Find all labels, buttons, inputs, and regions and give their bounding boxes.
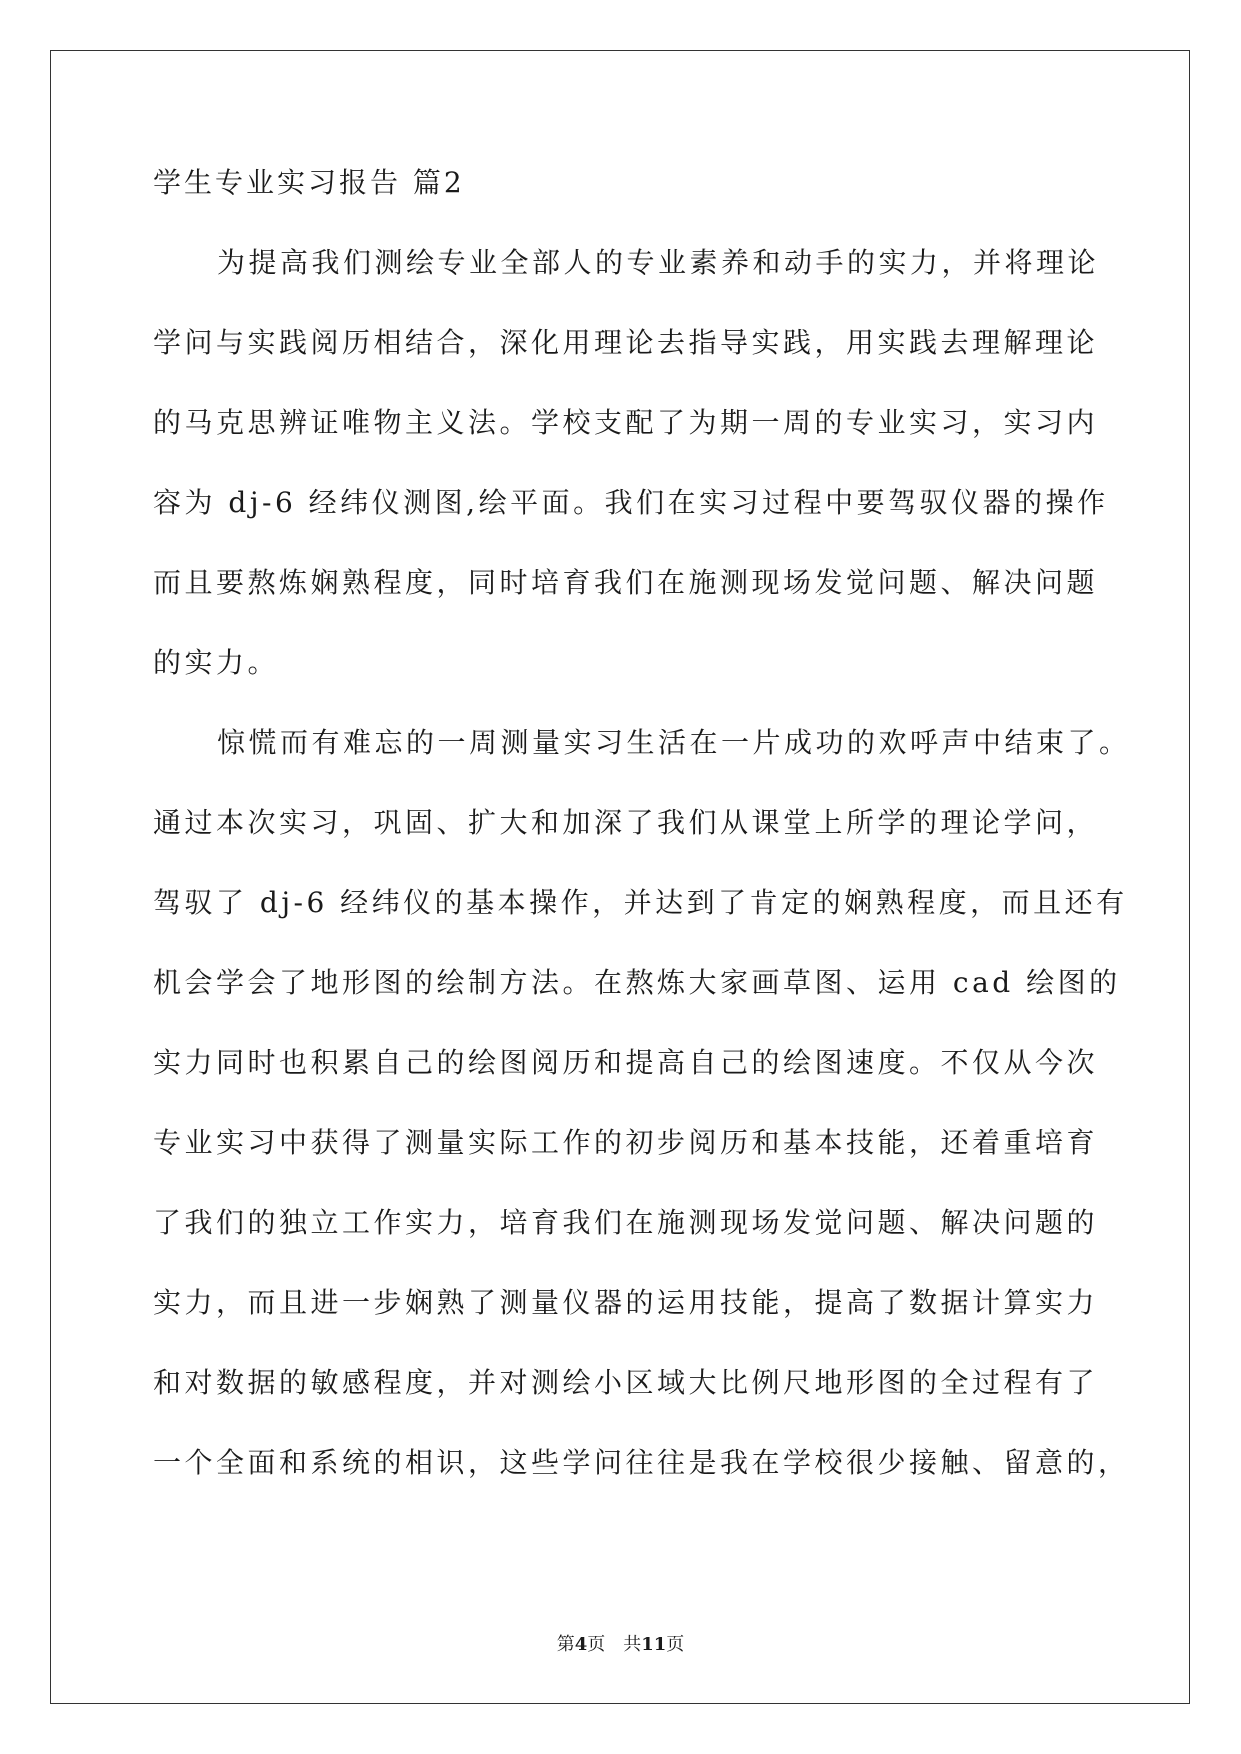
text-line: 和对数据的敏感程度，并对测绘小区域大比例尺地形图的全过程有了 [153, 1366, 1099, 1399]
page-suffix: 页 [587, 1634, 606, 1655]
total-pages: 11 [641, 1634, 667, 1655]
total-prefix: 共 [623, 1634, 642, 1655]
text-line: 机会学会了地形图的绘制方法。在熬炼大家画草图、运用 cad 绘图的 [153, 966, 1121, 999]
paragraph-1 [153, 245, 1109, 725]
text-line: 一个全面和系统的相识，这些学问往往是我在学校很少接触、留意的， [153, 1446, 1130, 1479]
paragraph-2 [153, 725, 1131, 1525]
text-line: 实力同时也积累自己的绘图阅历和提高自己的绘图速度。不仅从今次 [153, 1046, 1099, 1079]
text-line: 实力，而且进一步娴熟了测量仪器的运用技能，提高了数据计算实力 [153, 1286, 1099, 1319]
text-line: 为提高我们测绘专业全部人的专业素养和动手的实力，并将理论 [217, 246, 1100, 279]
text-line: 了我们的独立工作实力，培育我们在施测现场发觉问题、解决问题的 [153, 1206, 1099, 1239]
text-line: 容为 dj-6 经纬仪测图,绘平面。我们在实习过程中要驾驭仪器的操作 [153, 486, 1109, 519]
document-body [153, 165, 1131, 1525]
text-line: 驾驭了 dj-6 经纬仪的基本操作，并达到了肯定的娴熟程度，而且还有 [153, 886, 1128, 919]
text-line: 的实力。 [153, 646, 280, 679]
page-prefix: 第 [556, 1634, 575, 1655]
page-footer [0, 1634, 1241, 1656]
text-line: 的马克思辨证唯物主义法。学校支配了为期一周的专业实习，实习内 [153, 406, 1099, 439]
text-line: 而且要熬炼娴熟程度，同时培育我们在施测现场发觉问题、解决问题 [153, 566, 1099, 599]
page-number: 4 [574, 1634, 588, 1655]
section-heading: 学生专业实习报告 篇2 [153, 166, 465, 199]
text-line: 惊慌而有难忘的一周测量实习生活在一片成功的欢呼声中结束了。 [217, 726, 1131, 759]
total-suffix: 页 [666, 1634, 685, 1655]
text-line: 专业实习中获得了测量实际工作的初步阅历和基本技能，还着重培育 [153, 1126, 1099, 1159]
text-line: 通过本次实习，巩固、扩大和加深了我们从课堂上所学的理论学问， [153, 806, 1099, 839]
text-line: 学问与实践阅历相结合，深化用理论去指导实践，用实践去理解理论 [153, 326, 1099, 359]
